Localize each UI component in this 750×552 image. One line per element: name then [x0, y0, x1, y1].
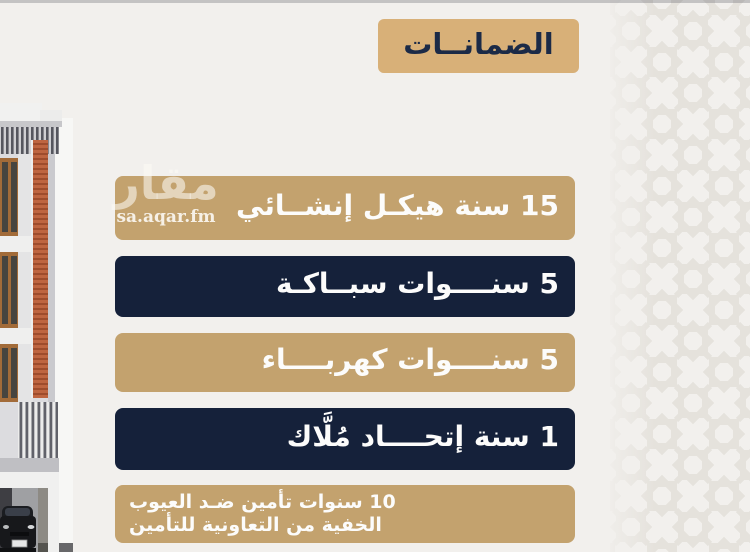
guarantee-structure-label: 15 سنة هيكـل إنشــائي	[236, 188, 559, 222]
guarantee-bar-owners-union	[115, 408, 575, 470]
title-banner	[378, 19, 579, 73]
guarantee-bar-plumbing	[115, 256, 575, 317]
guarantee-insurance-line1: 10 سنوات تأمين ضـد العيوب	[129, 490, 396, 513]
car-headlight	[28, 525, 35, 529]
guarantee-plumbing-label: 5 سنــــوات سبــاكـة	[276, 267, 559, 300]
guarantee-owners-union-label: 1 سنة إتحــــاد مُلَّاك	[286, 419, 559, 453]
guarantee-electricity-label: 5 سنــــوات كهربــــاء	[261, 343, 559, 376]
guarantee-bar-electricity	[115, 333, 575, 392]
guarantee-insurance-line2: الخفية من التعاونية للتأمين	[129, 514, 382, 536]
guarantee-bar-insurance	[115, 485, 575, 543]
guarantee-bar-structure	[115, 176, 575, 240]
building-render	[0, 0, 75, 552]
building-parapet	[0, 103, 42, 123]
building-terracotta-strip	[33, 140, 48, 398]
watermark-domain: sa.aqar.fm	[116, 206, 216, 227]
license-plate	[12, 540, 27, 547]
car	[0, 506, 36, 552]
arabesque-pattern	[600, 0, 750, 552]
top-edge-artifact	[0, 0, 750, 3]
building-lower-slats	[18, 402, 58, 458]
title-text: الضمانــات	[403, 26, 554, 61]
aqar-logo: مقار	[113, 156, 219, 210]
building-top-slats	[0, 127, 59, 154]
